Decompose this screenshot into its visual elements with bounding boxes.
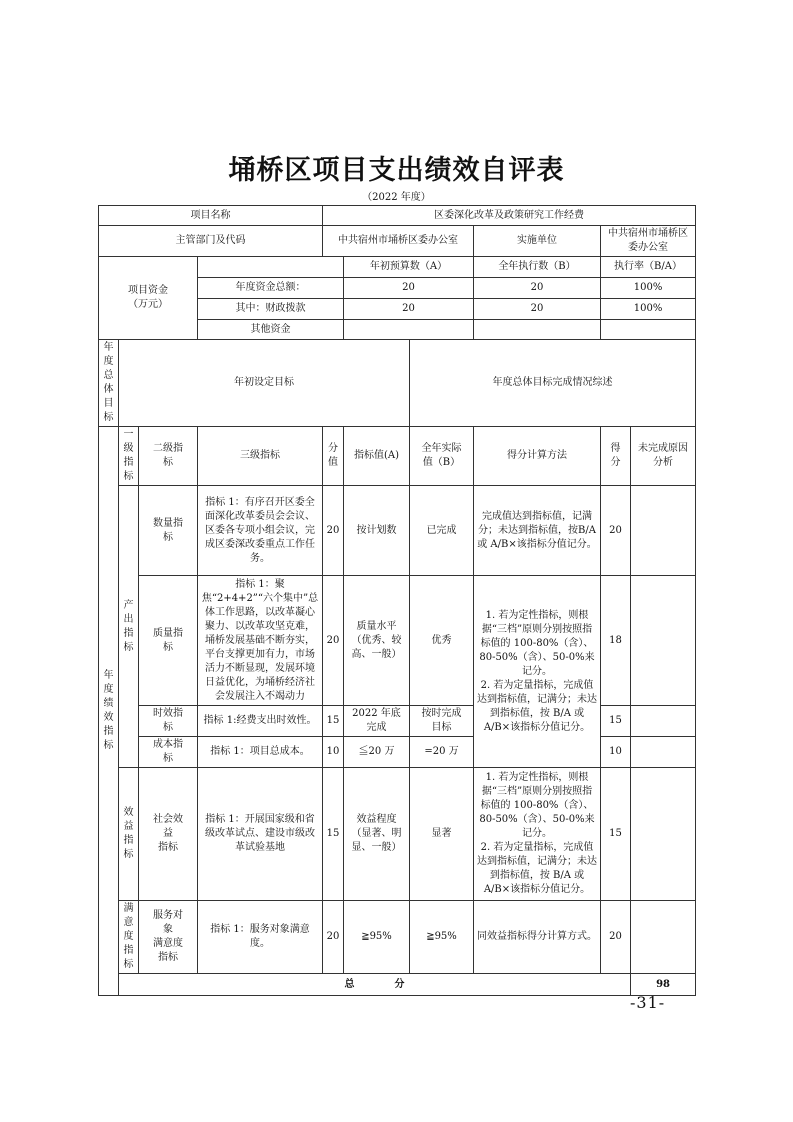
social-weight: 15 xyxy=(323,768,344,901)
cost-reason xyxy=(631,737,696,768)
satisfaction-indicator-label: 满 意 度 指 标 xyxy=(119,901,139,974)
timeliness-reason xyxy=(631,706,696,737)
funds-row-label: 年度资金总额： xyxy=(198,278,344,299)
social-target: 效益程度 （显著、明 显、一般） xyxy=(344,768,410,901)
method-header: 得分计算方法 xyxy=(474,427,601,486)
project-name-label: 项目名称 xyxy=(99,206,323,226)
cost-score: 10 xyxy=(601,737,631,768)
impl-unit-label: 实施单位 xyxy=(474,226,601,257)
quantity-indicator-name: 数量指 标 xyxy=(139,486,198,576)
service-weight: 20 xyxy=(323,901,344,974)
cost-target: ≦20 万 xyxy=(344,737,410,768)
quality-indicator-desc: 指标 1：聚焦“2+4+2”“六个集中”总体工作思路，以改革凝心聚力、以改革攻坚克难，埇桥发展基础不断夯实，平台支撑更加有力，市场活力不断显现，发展环境日益优化，为埇桥经济社会发展注入不竭动力 xyxy=(198,576,323,706)
service-indicator-name: 服务对 象 满意度 指标 xyxy=(139,901,198,974)
score-header: 得 分 xyxy=(601,427,631,486)
timeliness-target: 2022 年底 完成 xyxy=(344,706,410,737)
initial-goal-header: 年初设定目标 xyxy=(119,340,410,427)
performance-table xyxy=(98,205,696,996)
target-header: 指标值(A) xyxy=(344,427,410,486)
funds-row-exec: 20 xyxy=(474,299,601,320)
quality-actual: 优秀 xyxy=(410,576,474,706)
quantity-method: 完成值达到指标值，记满分；未达到指标值，按B/A 或 A/B×该指标分值记分。 xyxy=(474,486,601,576)
quantity-target: 按计划数 xyxy=(344,486,410,576)
social-indicator-name: 社会效 益 指标 xyxy=(139,768,198,901)
funds-row-exec xyxy=(474,320,601,340)
timeliness-indicator-desc: 指标 1:经费支出时效性。 xyxy=(198,706,323,737)
cost-actual: =20 万 xyxy=(410,737,474,768)
funds-row-exec: 20 xyxy=(474,278,601,299)
weight-header: 分 值 xyxy=(323,427,344,486)
quality-indicator-name: 质量指 标 xyxy=(139,576,198,706)
funds-row-label: 其他资金 xyxy=(198,320,344,340)
quality-score: 18 xyxy=(601,576,631,706)
quality-target: 质量水平 （优秀、较 高、一般） xyxy=(344,576,410,706)
quality-weight: 20 xyxy=(323,576,344,706)
funds-row-label: 其中：财政拨款 xyxy=(198,299,344,320)
funds-col-rate: 执行率（B/A） xyxy=(601,257,696,278)
service-method: 同效益指标得分计算方式。 xyxy=(474,901,601,974)
cost-weight: 10 xyxy=(323,737,344,768)
project-name-value: 区委深化改革及政策研究工作经费 xyxy=(323,206,696,226)
cost-indicator-desc: 指标 1：项目总成本。 xyxy=(198,737,323,768)
funds-col-budget: 年初预算数（A） xyxy=(344,257,474,278)
funds-row-rate xyxy=(601,320,696,340)
service-actual: ≧95% xyxy=(410,901,474,974)
total-score: 98 xyxy=(631,974,696,996)
timeliness-indicator-name: 时效指 标 xyxy=(139,706,198,737)
funds-row-budget xyxy=(344,320,474,340)
impl-unit-value: 中共宿州市埇桥区委办公室 xyxy=(601,226,696,257)
level2-header: 二级指 标 xyxy=(139,427,198,486)
quantity-indicator-desc: 指标 1：有序召开区委全面深化改革委员会会议、区委各专项小组会议，完成区委深改委重点工作任务。 xyxy=(198,486,323,576)
page-title: 埇桥区项目支出绩效自评表 xyxy=(228,155,565,186)
service-indicator-desc: 指标 1：服务对象满意度。 xyxy=(198,901,323,974)
output-indicator-label: 产 出 指 标 xyxy=(119,486,139,768)
timeliness-actual: 按时完成 目标 xyxy=(410,706,474,737)
reason-header: 未完成原因 分析 xyxy=(631,427,696,486)
social-method: 1. 若为定性指标，则根据“三档”原则分别按照指标值的 100-80%（含）、80-50%（含）、50-0%来记分。 2. 若为定量指标，完成值达到指标值，记满分；未达到指标值，按 B/A 或A/B×该指标分值记分。 xyxy=(474,768,601,901)
funds-header-blank xyxy=(198,257,344,278)
year-label: （2022 年度） xyxy=(362,192,431,203)
service-target: ≧95% xyxy=(344,901,410,974)
performance-indicator-label: 年 度 绩 效 指 标 xyxy=(99,427,119,996)
social-score: 15 xyxy=(601,768,631,901)
social-reason xyxy=(631,768,696,901)
actual-header: 全年实际 值（B） xyxy=(410,427,474,486)
quantity-score: 20 xyxy=(601,486,631,576)
funds-row-rate: 100% xyxy=(601,299,696,320)
goal-summary-header: 年度总体目标完成情况综述 xyxy=(410,340,696,427)
level3-header: 三级指标 xyxy=(198,427,323,486)
dept-value: 中共宿州市埇桥区委办公室 xyxy=(323,226,474,257)
quantity-weight: 20 xyxy=(323,486,344,576)
output-shared-method: 1. 若为定性指标，则根据“三档”原则分别按照指标值的 100-80%（含）、80-50%（含）、50-0%来记分。 2. 若为定量指标，完成值达到指标值，记满分；未达到指标值，按 B/A 或A/B×该指标分值记分。 xyxy=(474,576,601,768)
timeliness-score: 15 xyxy=(601,706,631,737)
quality-reason xyxy=(631,576,696,706)
service-score: 20 xyxy=(601,901,631,974)
cost-indicator-name: 成本指 标 xyxy=(139,737,198,768)
level1-header: 一 级 指 标 xyxy=(119,427,139,486)
service-reason xyxy=(631,901,696,974)
quantity-actual: 已完成 xyxy=(410,486,474,576)
social-indicator-desc: 指标 1：开展国家级和省级改革试点、建设市级改革试验基地 xyxy=(198,768,323,901)
benefit-indicator-label: 效 益 指 标 xyxy=(119,768,139,901)
funds-row-rate: 100% xyxy=(601,278,696,299)
total-label: 总 分 xyxy=(119,974,631,996)
dept-label: 主管部门及代码 xyxy=(99,226,323,257)
timeliness-weight: 15 xyxy=(323,706,344,737)
funds-row-budget: 20 xyxy=(344,278,474,299)
annual-goal-label: 年 度 总 体 目 标 xyxy=(99,340,119,427)
funds-row-budget: 20 xyxy=(344,299,474,320)
quantity-reason xyxy=(631,486,696,576)
social-actual: 显著 xyxy=(410,768,474,901)
funds-col-exec: 全年执行数（B） xyxy=(474,257,601,278)
page-number: -31- xyxy=(630,993,666,1012)
funds-label: 项目资金 （万元） xyxy=(99,257,198,340)
